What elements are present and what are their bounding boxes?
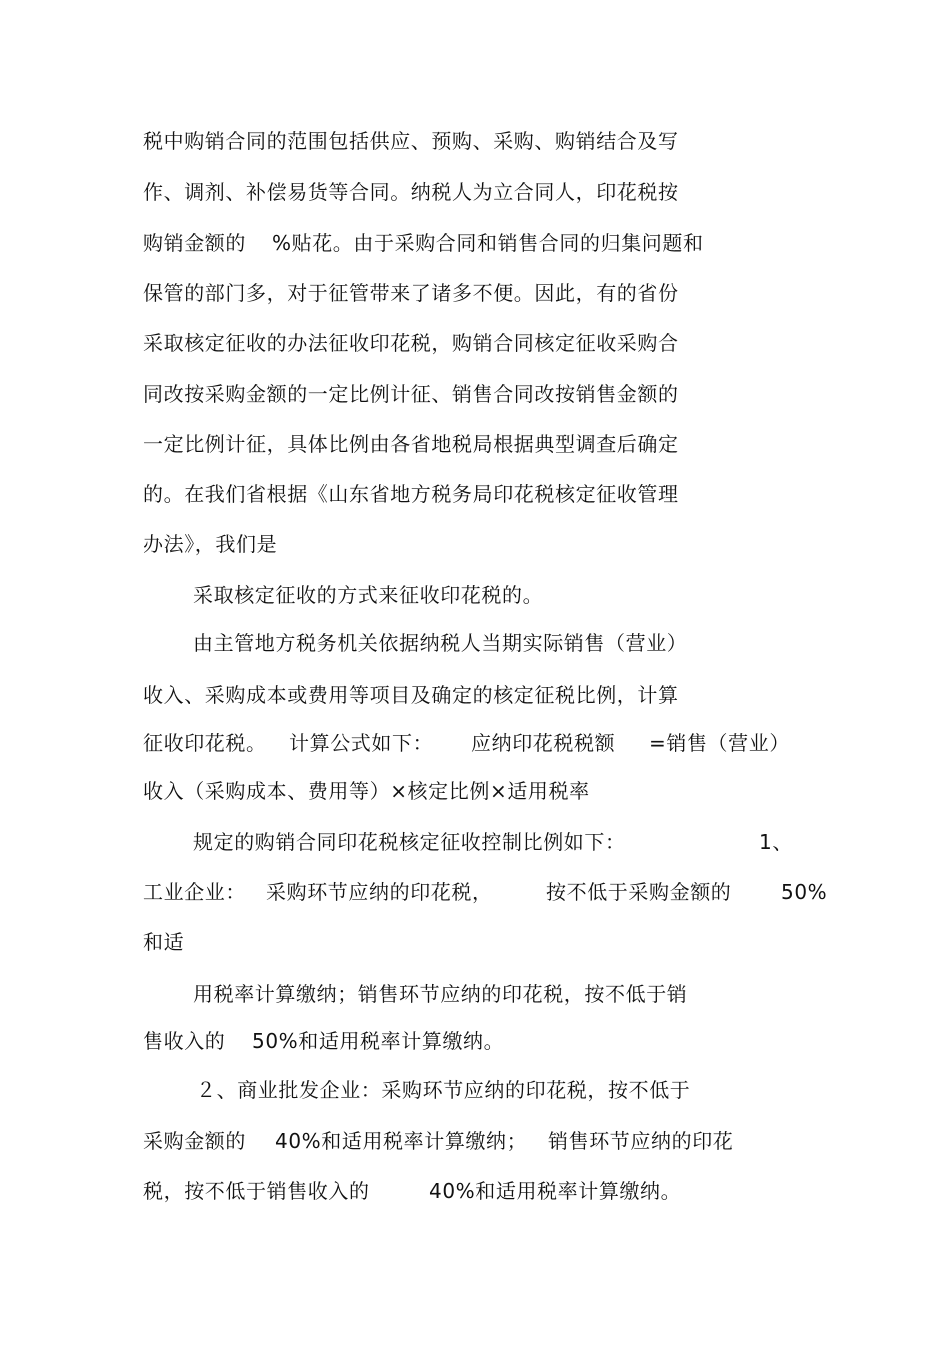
text-segment: 购销金额的: [143, 231, 246, 255]
text-segment: 税，按不低于销售收入的: [143, 1179, 370, 1203]
text-segment: 采购金额的: [143, 1129, 246, 1153]
text-segment: 按不低于采购金额的: [546, 880, 732, 904]
text-segment: 作、调剂、补偿易货等合同。纳税人为立合同人，印花税按: [143, 180, 679, 204]
text-segment: 40%和适用税率计算缴纳；: [275, 1129, 528, 1153]
text-segment: 1、: [759, 830, 793, 854]
text-segment: =销售（营业）: [649, 731, 790, 755]
text-segment: 采购环节应纳的印花税，: [266, 880, 493, 904]
text-segment: 计算公式如下：: [289, 731, 434, 755]
text-segment: 征收印花税。: [143, 731, 267, 755]
text-segment: 保管的部门多，对于征管带来了诸多不便。因此，有的省份: [143, 281, 679, 305]
text-segment: 工业企业：: [143, 880, 246, 904]
text-segment: 的。在我们省根据《山东省地方税务局印花税核定征收管理: [143, 482, 679, 506]
text-segment: ２、商业批发企业：采购环节应纳的印花税，按不低于: [196, 1078, 691, 1102]
text-segment: 税中购销合同的范围包括供应、预购、采购、购销结合及写: [143, 129, 679, 153]
text-segment: 和适: [143, 930, 185, 954]
text-segment: 收入、采购成本或费用等项目及确定的核定征税比例，计算: [143, 683, 679, 707]
text-segment: 采取核定征收的方式来征收印花税的。: [193, 583, 544, 607]
text-segment: 销售环节应纳的印花: [548, 1129, 734, 1153]
text-segment: 40%和适用税率计算缴纳。: [429, 1179, 682, 1203]
text-segment: 售收入的: [143, 1029, 226, 1053]
text-segment: 用税率计算缴纳；销售环节应纳的印花税，按不低于销: [193, 982, 688, 1006]
text-segment: 由主管地方税务机关依据纳税人当期实际销售（营业）: [193, 631, 688, 655]
text-segment: 一定比例计征，具体比例由各省地税局根据典型调查后确定: [143, 432, 679, 456]
text-segment: 同改按采购金额的一定比例计征、销售合同改按销售金额的: [143, 382, 679, 406]
text-segment: 50%和适用税率计算缴纳。: [252, 1029, 505, 1053]
text-segment: 办法》，我们是: [143, 532, 278, 556]
text-segment: 采取核定征收的办法征收印花税，购销合同核定征收采购合: [143, 331, 679, 355]
text-segment: 收入（采购成本、费用等）×核定比例×适用税率: [143, 779, 590, 803]
text-segment: %贴花。由于采购合同和销售合同的归集问题和: [272, 231, 704, 255]
text-segment: 规定的购销合同印花税核定征收控制比例如下：: [193, 830, 626, 854]
text-segment: 50%: [781, 880, 828, 904]
text-segment: 应纳印花税税额: [471, 731, 616, 755]
